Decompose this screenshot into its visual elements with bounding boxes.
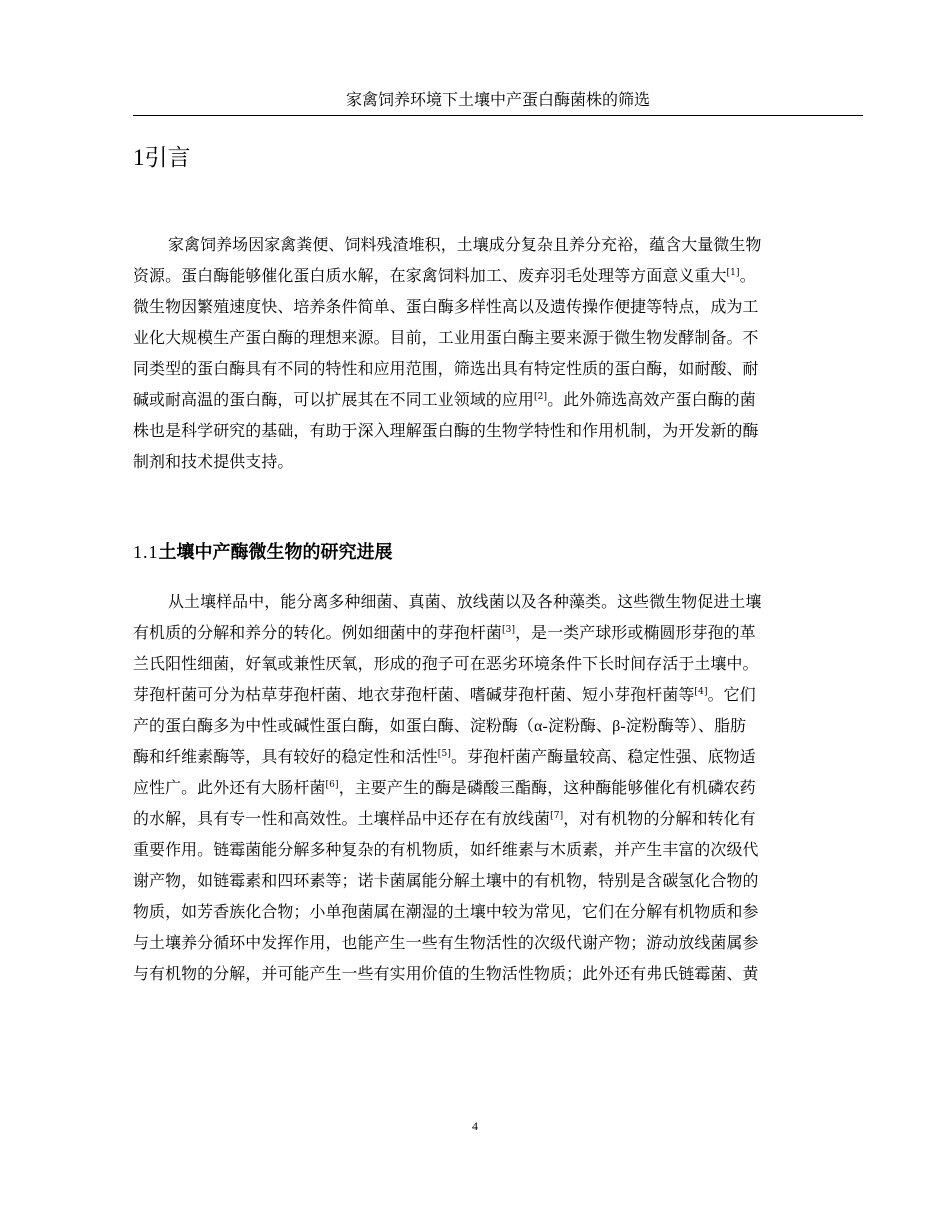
text-line: 同类型的蛋白酶具有不同的特性和应用范围，筛选出具有特定性质的蛋白酶，如耐酸、耐 bbox=[133, 359, 759, 378]
text-run: 。它们 bbox=[707, 685, 756, 704]
text-line: 兰氏阳性细菌，好氧或兼性厌氧，形成的孢子可在恶劣环境条件下长时间存活于土壤中。 bbox=[133, 654, 759, 673]
text-line bbox=[133, 260, 863, 291]
text-run: 的水解，具有专一性和高效性。土壤样品中还存在有放线菌 bbox=[133, 809, 551, 828]
text-line: 微生物因繁殖速度快、培养条件简单、蛋白酶多样性高以及遗传操作便捷等特点，成为工 bbox=[133, 297, 759, 316]
header-divider bbox=[133, 115, 863, 116]
text-line bbox=[133, 772, 863, 803]
text-line bbox=[133, 803, 863, 834]
section-heading-introduction bbox=[133, 143, 191, 173]
citation: [6] bbox=[325, 780, 339, 790]
text-line: 制剂和技术提供支持。 bbox=[133, 452, 294, 471]
text-run: 。芽孢杆菌产酶量较高、稳定性强、底物适 bbox=[450, 747, 756, 766]
paragraph-introduction bbox=[133, 229, 863, 477]
citation: [4] bbox=[694, 687, 708, 697]
text-line: 从土壤样品中，能分离多种细菌、真菌、放线菌以及各种藻类。这些微生物促进土壤 bbox=[168, 592, 762, 611]
text-line bbox=[133, 384, 863, 415]
subsection-title: 土壤中产酶微生物的研究进展 bbox=[158, 542, 393, 563]
text-line: 谢产物，如链霉素和四环素等；诺卡菌属能分解土壤中的有机物，特别是含碳氢化合物的 bbox=[133, 871, 759, 890]
text-line bbox=[133, 679, 863, 710]
text-run: 。此外筛选高效产蛋白酶的菌 bbox=[547, 390, 756, 409]
text-line: 重要作用。链霉菌能分解多种复杂的有机物质，如纤维素与木质素，并产生丰富的次级代 bbox=[133, 840, 759, 859]
text-run: 资源。蛋白酶能够催化蛋白质水解，在家禽饲料加工、废弃羽毛处理等方面意义重大 bbox=[133, 266, 727, 285]
page-number: 4 bbox=[472, 1119, 478, 1133]
text-run: 碱或耐高温的蛋白酶，可以扩展其在不同工业领域的应用 bbox=[133, 390, 535, 409]
section-title: 引言 bbox=[144, 145, 191, 171]
text-run: α-淀粉酶、β-淀粉酶等）、脂肪 bbox=[534, 718, 747, 735]
text-line: 与有机物的分解，并可能产生一些有实用价值的生物活性物质；此外还有弗氏链霉菌、黄 bbox=[133, 964, 759, 983]
text-line: 株也是科学研究的基础，有助于深入理解蛋白酶的生物学特性和作用机制，为开发新的酶 bbox=[133, 421, 759, 440]
running-header: 家禽饲养环境下土壤中产蛋白酶菌株的筛选 bbox=[345, 90, 650, 109]
subsection-heading bbox=[133, 540, 393, 565]
text-run: 酶和纤维素酶等，具有较好的稳定性和活性 bbox=[133, 747, 438, 766]
citation: [3] bbox=[501, 625, 516, 635]
citation: [1] bbox=[726, 268, 740, 278]
section-number: 1 bbox=[133, 145, 145, 170]
text-line bbox=[133, 741, 863, 772]
text-line: 业化大规模生产蛋白酶的理想来源。目前，工业用蛋白酶主要来源于微生物发酵制备。不 bbox=[133, 328, 759, 347]
text-line: 物质，如芳香族化合物；小单孢菌属在潮湿的土壤中较为常见，它们在分解有机物质和参 bbox=[133, 902, 759, 921]
text-run: 芽孢杆菌可分为枯草芽孢杆菌、地衣芽孢杆菌、嗜碱芽孢杆菌、短小芽孢杆菌等 bbox=[133, 685, 695, 704]
text-run: 产的蛋白酶多为中性或碱性蛋白酶，如蛋白酶、淀粉酶（ bbox=[133, 716, 535, 735]
paragraph-research-progress bbox=[133, 586, 863, 989]
citation: [2] bbox=[534, 392, 548, 402]
text-line bbox=[133, 710, 863, 741]
text-run: 。 bbox=[739, 266, 756, 285]
citation: [7] bbox=[550, 811, 564, 821]
citation: [5] bbox=[437, 749, 451, 759]
text-run: ，是一类产球形或椭圆形芽孢的革 bbox=[515, 623, 756, 642]
text-line: 家禽饲养场因家禽粪便、饲料残渣堆积，土壤成分复杂且养分充裕，蕴含大量微生物 bbox=[168, 235, 762, 254]
text-run: 应性广。此外还有大肠杆菌 bbox=[133, 778, 326, 797]
text-line bbox=[133, 617, 863, 648]
text-run: ，主要产生的酶是磷酸三酯酶，这种酶能够催化有机磷农药 bbox=[338, 778, 756, 797]
text-run: 有机质的分解和养分的转化。例如细菌中的芽孢杆菌 bbox=[133, 623, 502, 642]
subsection-number: 1.1 bbox=[133, 542, 159, 562]
text-line: 与土壤养分循环中发挥作用，也能产生一些有生物活性的次级代谢产物；游动放线菌属参 bbox=[133, 933, 759, 952]
text-run: ，对有机物的分解和转化有 bbox=[563, 809, 756, 828]
